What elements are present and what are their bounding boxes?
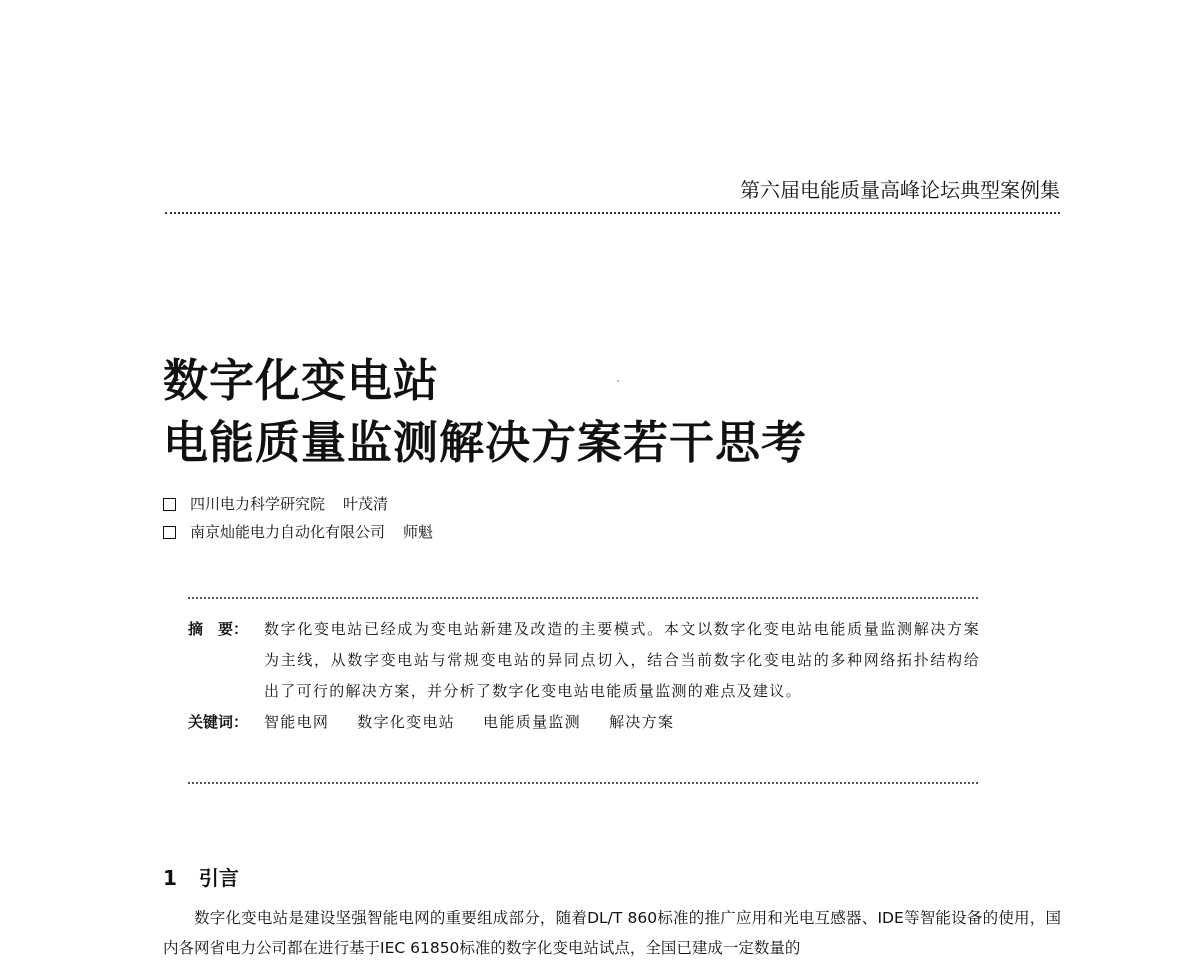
keyword: 数字化变电站	[357, 713, 456, 731]
author-affiliation: 四川电力科学研究院	[190, 495, 326, 513]
header-rule	[165, 212, 1060, 214]
abstract-top-rule	[188, 597, 978, 599]
keywords-list	[264, 707, 980, 738]
author-affiliation: 南京灿能电力自动化有限公司	[190, 523, 386, 541]
keyword: 电能质量监测	[483, 713, 581, 731]
section-title: 引言	[198, 866, 239, 890]
section-heading	[163, 862, 239, 891]
square-bullet-icon	[163, 526, 176, 539]
author-name: 叶茂清	[343, 495, 389, 513]
author-name: 师魁	[403, 523, 434, 541]
running-header: 第六届电能质量高峰论坛典型案例集	[740, 178, 1060, 202]
title-line-1: 数字化变电站	[163, 354, 440, 407]
keyword: 解决方案	[609, 713, 675, 731]
body-paragraph: 数字化变电站是建设坚强智能电网的重要组成部分，随着DL/T 860标准的推广应用和光电互感器、IDE等智能设备的使用，国内各网省电力公司都在进行基于IEC 61850标准的数字化变电站试点，全国已建成一定数量的	[163, 909, 1061, 957]
title-line-2: 电能质量监测解决方案若干思考	[163, 416, 808, 469]
keyword: 智能电网	[264, 713, 330, 731]
paper-title	[163, 350, 807, 474]
abstract-row	[188, 614, 980, 707]
abstract-block	[188, 614, 980, 738]
keywords-label: 关键词：	[188, 713, 249, 731]
abstract-text: 数字化变电站已经成为变电站新建及改造的主要模式。本文以数字化变电站电能质量监测解决方案为主线，从数字变电站与常规变电站的异同点切入，结合当前数字化变电站的多种网络拓扑结构给出了可行的解决方案，并分析了数字化变电站电能质量监测的难点及建议。	[264, 620, 980, 700]
abstract-bottom-rule	[188, 782, 978, 784]
author-entry	[163, 490, 433, 518]
section-number: 1	[163, 866, 177, 890]
keywords-row	[188, 707, 980, 738]
abstract-label: 摘 要：	[188, 620, 249, 638]
square-bullet-icon	[163, 498, 176, 511]
author-entry	[163, 518, 433, 546]
author-list	[163, 490, 433, 546]
